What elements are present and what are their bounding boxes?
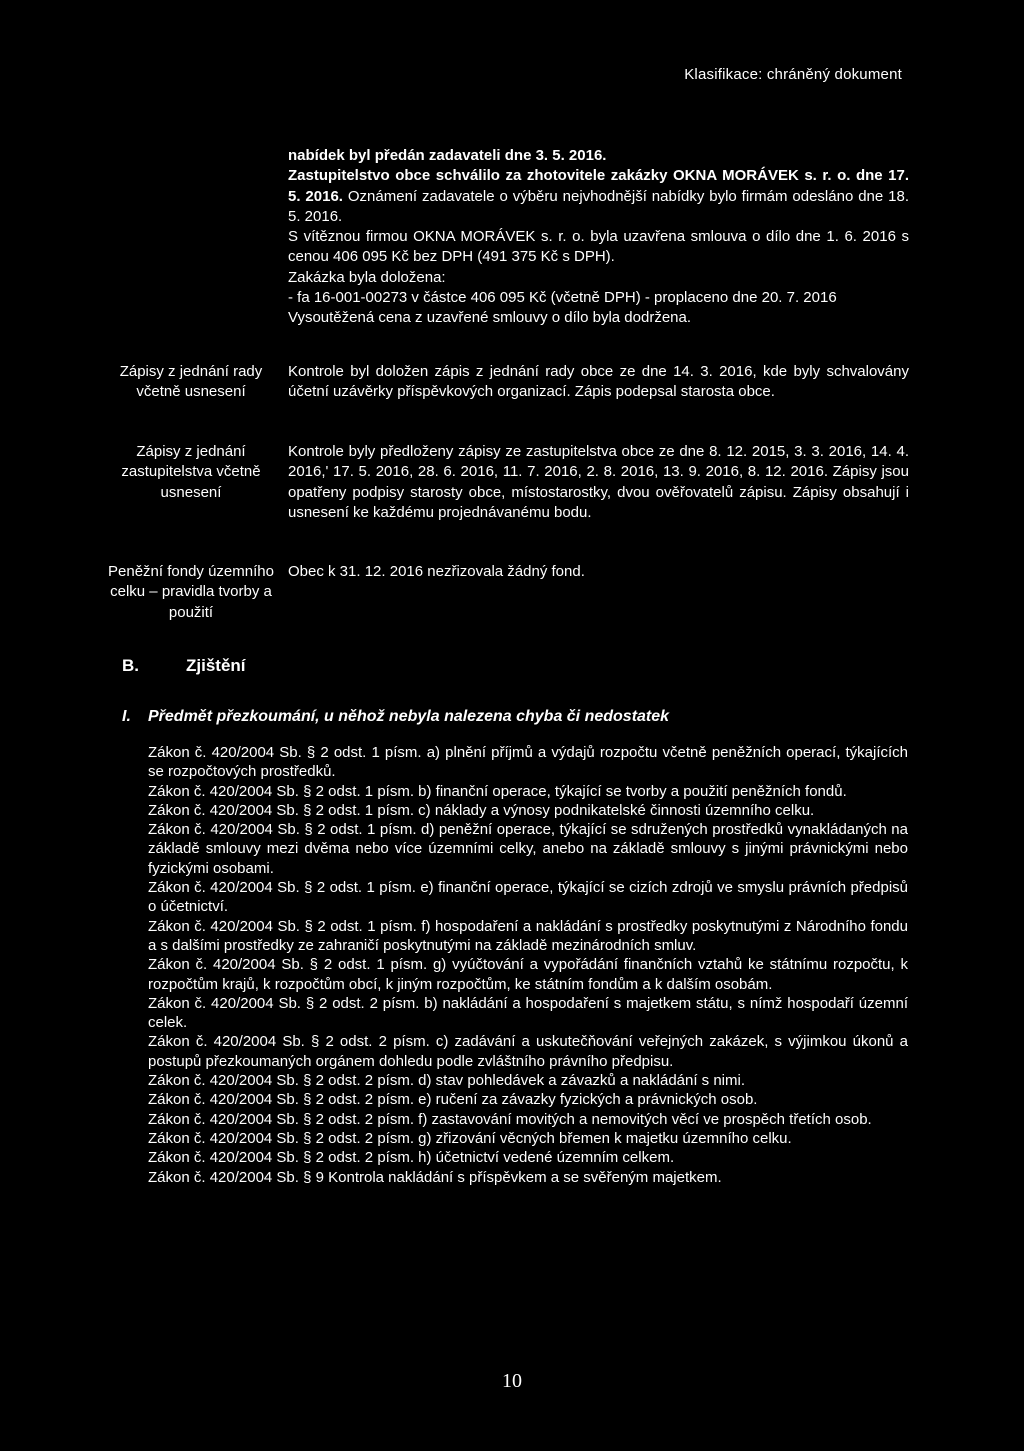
summary-line-documented: Zakázka byla doložena: (288, 268, 446, 286)
law-item: Zákon č. 420/2004 Sb. § 2 odst. 2 písm. e) ručení za závazky fyzických a právnických osob. (148, 1091, 758, 1109)
law-item: Zákon č. 420/2004 Sb. § 2 odst. 1 písm. d) peněžní operace, týkající se sdružených prostředků vynakládaných na základě smlouvy mezi dvěma nebo více územními celky, anebo na základě smlouvy s jinými právnickými nebo fyzickými osobami. (148, 821, 908, 877)
section-i-letter: I. (122, 708, 131, 725)
summary-line-contract: S vítěznou firmou OKNA MORÁVEK s. r. o. byla uzavřena smlouva o dílo dne 1. 6. 2016 s cenou 406 095 Kč bez DPH (491 375 Kč s DPH). (288, 228, 909, 266)
law-item: Zákon č. 420/2004 Sb. § 2 odst. 2 písm. d) stav pohledávek a závazků a nakládání s nimi. (148, 1072, 746, 1090)
law-item: Zákon č. 420/2004 Sb. § 2 odst. 2 písm. g) zřizování věcných břemen k majetku územního celku. (148, 1129, 792, 1147)
summary-line-approval (288, 166, 909, 227)
law-item-list (148, 743, 908, 1187)
procurement-summary (288, 146, 909, 329)
section-i-heading (122, 708, 669, 726)
law-item: Zákon č. 420/2004 Sb. § 2 odst. 1 písm. c) náklady a výnosy podnikatelské činnosti územního celku. (148, 801, 815, 819)
law-item: Zákon č. 420/2004 Sb. § 2 odst. 1 písm. f) hospodaření a nakládání s prostředky poskytnutými z Národního fondu a s dalšími prostředky ze zahraničí poskytnutými na základě mezinárodních smluv. (148, 917, 908, 954)
law-item: Zákon č. 420/2004 Sb. § 9 Kontrola nakládání s příspěvkem a se svěřeným majetkem. (148, 1168, 722, 1186)
summary-line-handover: nabídek byl předán zadavateli dne 3. 5. 2016. (288, 147, 607, 164)
approval-normal-text: Oznámení zadavatele o výběru nejvhodnější nabídky bylo firmám odesláno dne 18. 5. 2016. (288, 187, 909, 225)
law-item: Zákon č. 420/2004 Sb. § 2 odst. 2 písm. f) zastavování movitých a nemovitých věcí ve prospěch třetích osob. (148, 1110, 872, 1128)
law-item: Zákon č. 420/2004 Sb. § 2 odst. 1 písm. b) finanční operace, týkající se tvorby a použití peněžních fondů. (148, 782, 847, 800)
classification-label: Klasifikace: chráněný dokument (684, 66, 902, 83)
summary-line-price-kept: Vysoutěžená cena z uzavřené smlouvy o dílo byla dodržena. (288, 309, 692, 327)
row-text-assembly-minutes: Kontrole byly předloženy zápisy ze zastupitelstva obce ze dne 8. 12. 2015, 3. 3. 2016, 14. 4. 2016,' 17. 5. 2016, 28. 6. 2016, 11. 7. 2016, 2. 8. 2016, 13. 9. 2016, 8. 12. 2016. Zápisy jsou opatřeny podpisy starosty obce, místostarostky, dvou ověřovatelů zápisu. Zápisy obsahují i usnesení ke každému projednávanému bodu. (288, 443, 909, 521)
row-text-funds: Obec k 31. 12. 2016 nezřizovala žádný fond. (288, 563, 585, 580)
section-b-letter: B. (122, 656, 139, 675)
summary-line-invoice: - fa 16-001-00273 v částce 406 095 Kč (včetně DPH) - proplaceno dne 20. 7. 2016 (288, 289, 837, 307)
row-label-assembly-minutes: Zápisy z jednání zastupitelstva včetně usnesení (121, 443, 261, 501)
section-i-title: Předmět přezkoumání, u něhož nebyla nalezena chyba či nedostatek (148, 708, 670, 725)
law-item: Zákon č. 420/2004 Sb. § 2 odst. 2 písm. h) účetnictví vedené územním celkem. (148, 1149, 675, 1167)
row-text-council-minutes: Kontrole byl doložen zápis z jednání rady obce ze dne 14. 3. 2016, kde byly schvalovány účetní uzávěrky příspěvkových organizací. Zápis podepsal starosta obce. (288, 363, 909, 401)
approval-bold-text: Zastupitelstvo obce schválilo za zhotovitele zakázky OKNA MORÁVEK s. r. o. dne 17. 5. 2016. (288, 167, 909, 205)
law-item: Zákon č. 420/2004 Sb. § 2 odst. 2 písm. b) nakládání a hospodaření s majetkem státu, s nímž hospodaří územní celek. (148, 994, 908, 1032)
section-b-heading (122, 656, 246, 676)
law-item: Zákon č. 420/2004 Sb. § 2 odst. 1 písm. a) plnění příjmů a výdajů rozpočtu včetně peněžních operací, týkajících se rozpočtových prostředků. (148, 744, 908, 781)
row-label-council-minutes: Zápisy z jednání rady včetně usnesení (119, 363, 263, 401)
row-label-funds: Peněžní fondy územního celku – pravidla tvorby a použití (108, 563, 274, 621)
section-b-title: Zjištění (186, 656, 246, 675)
law-item: Zákon č. 420/2004 Sb. § 2 odst. 1 písm. g) vyúčtování a vypořádání finančních vztahů ke státnímu rozpočtu, k rozpočtům krajů, k rozpočtům obcí, k jiným rozpočtům, ke státním fondům a k dalším osobám. (148, 956, 908, 993)
law-item: Zákon č. 420/2004 Sb. § 2 odst. 1 písm. e) finanční operace, týkající se cizích zdrojů ve smyslu právních předpisů o účetnictví. (148, 879, 908, 916)
law-item: Zákon č. 420/2004 Sb. § 2 odst. 2 písm. c) zadávání a uskutečňování veřejných zakázek, s výjimkou úkonů a postupů přezkoumaných orgánem dohledu podle zvláštního právního předpisu. (148, 1033, 908, 1070)
page-number: 10 (502, 1370, 522, 1392)
